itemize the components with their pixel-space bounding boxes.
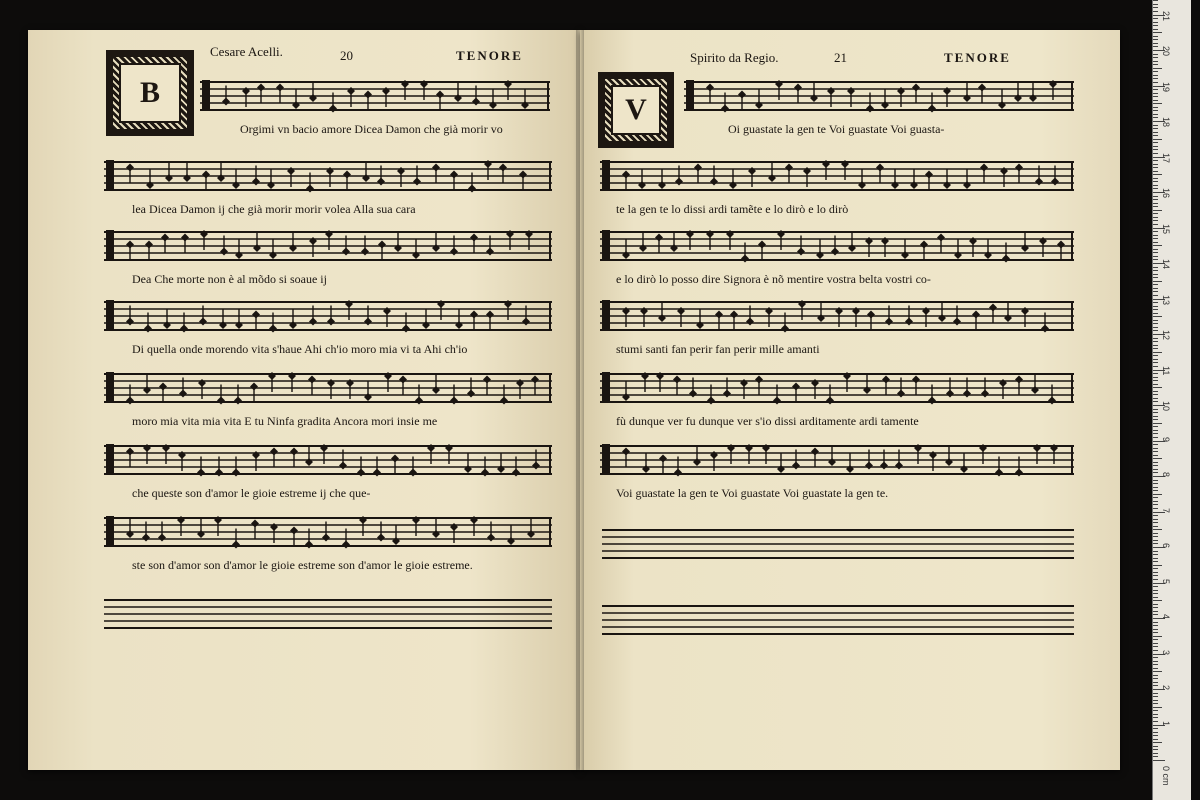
ruler-minor-tick	[1153, 242, 1158, 243]
ruler-minor-tick	[1153, 728, 1158, 729]
music-staff	[602, 602, 1074, 642]
ruler-minor-tick	[1153, 235, 1158, 236]
clef-mark	[202, 80, 210, 110]
ruler-minor-tick	[1153, 756, 1158, 757]
clef-mark	[106, 444, 114, 474]
ruler-number: 1	[1161, 720, 1171, 726]
ruler-minor-tick	[1153, 707, 1162, 708]
clef-mark	[602, 444, 610, 474]
ruler-minor-tick	[1153, 4, 1158, 5]
ruler-minor-tick	[1153, 377, 1158, 378]
initial-letter: V	[611, 85, 661, 135]
ruler-minor-tick	[1153, 18, 1158, 19]
music-staff	[602, 526, 1074, 566]
ruler-minor-tick	[1153, 114, 1158, 115]
ruler-minor-tick	[1153, 270, 1158, 271]
ruler-minor-tick	[1153, 345, 1158, 346]
ruler-minor-tick	[1153, 487, 1158, 488]
ruler-minor-tick	[1153, 291, 1158, 292]
ruler-minor-tick	[1153, 231, 1158, 232]
voice-part-label: TENORE	[944, 50, 1011, 65]
ruler-minor-tick	[1153, 597, 1158, 598]
ruler-minor-tick	[1153, 558, 1158, 559]
ruler-minor-tick	[1153, 419, 1158, 420]
ruler-minor-tick	[1153, 238, 1158, 239]
ruler-minor-tick	[1153, 288, 1158, 289]
ruler-minor-tick	[1153, 568, 1158, 569]
ruler-minor-tick	[1153, 551, 1158, 552]
ruler-minor-tick	[1153, 622, 1158, 623]
ruler-minor-tick	[1153, 668, 1158, 669]
clef-mark	[106, 160, 114, 190]
ruler-minor-tick	[1153, 362, 1158, 363]
music-staff	[684, 78, 1074, 118]
ruler-minor-tick	[1153, 167, 1158, 168]
ruler-minor-tick	[1153, 7, 1158, 8]
lyric-line: che queste son d'amor le gioie estreme ij che que-	[132, 486, 371, 500]
page-number: 20	[340, 48, 353, 63]
left-page	[28, 30, 580, 770]
music-staff	[104, 370, 552, 410]
ruler-minor-tick	[1153, 224, 1158, 225]
ruler-minor-tick	[1153, 703, 1158, 704]
ruler-minor-tick	[1153, 128, 1158, 129]
ruler-minor-tick	[1153, 302, 1158, 303]
ruler-minor-tick	[1153, 423, 1162, 424]
clef-mark	[602, 372, 610, 402]
ruler-minor-tick	[1153, 32, 1162, 33]
ruler-minor-tick	[1153, 458, 1162, 459]
ruler-minor-tick	[1153, 657, 1158, 658]
music-staff	[600, 298, 1074, 338]
ruler-minor-tick	[1153, 146, 1158, 147]
ruler-minor-tick	[1153, 259, 1158, 260]
ruler-number: 7	[1161, 507, 1171, 513]
ruler-minor-tick	[1153, 252, 1158, 253]
ruler-minor-tick	[1153, 433, 1158, 434]
lyric-line: lea Dicea Damon ij che già morir morir volea Alla sua cara	[132, 202, 416, 216]
ruler-number: 5	[1161, 578, 1171, 584]
ruler-minor-tick	[1153, 107, 1158, 108]
ruler-minor-tick	[1153, 160, 1158, 161]
ruler-minor-tick	[1153, 306, 1158, 307]
ruler-minor-tick	[1153, 522, 1158, 523]
decorated-initial-right	[598, 72, 674, 148]
ruler-minor-tick	[1153, 430, 1158, 431]
ruler-minor-tick	[1153, 384, 1158, 385]
ruler-minor-tick	[1153, 0, 1158, 1]
music-staff	[104, 158, 552, 198]
clef-mark	[602, 300, 610, 330]
ruler-minor-tick	[1153, 472, 1158, 473]
ruler-minor-tick	[1153, 469, 1158, 470]
ruler-minor-tick	[1153, 682, 1158, 683]
ruler-minor-tick	[1153, 717, 1158, 718]
ruler-minor-tick	[1153, 43, 1158, 44]
ruler-minor-tick	[1153, 636, 1162, 637]
ruler-minor-tick	[1153, 149, 1158, 150]
ruler-minor-tick	[1153, 320, 1158, 321]
ruler-minor-tick	[1153, 316, 1162, 317]
composer-name: Spirito da Regio.	[690, 50, 779, 65]
ruler-minor-tick	[1153, 501, 1158, 502]
ruler-minor-tick	[1153, 632, 1158, 633]
ruler-minor-tick	[1153, 409, 1158, 410]
ruler-minor-tick	[1153, 46, 1158, 47]
ruler-minor-tick	[1153, 164, 1158, 165]
ruler-minor-tick	[1153, 412, 1158, 413]
ruler-minor-tick	[1153, 437, 1158, 438]
ruler-minor-tick	[1153, 462, 1158, 463]
ruler-minor-tick	[1153, 519, 1158, 520]
ruler-minor-tick	[1153, 313, 1158, 314]
ruler-minor-tick	[1153, 742, 1162, 743]
ruler-minor-tick	[1153, 89, 1158, 90]
ruler-minor-tick	[1153, 590, 1158, 591]
ruler-number: 14	[1161, 259, 1171, 270]
lyric-line: Orgimi vn bacio amore Dicea Damon che già morir vo	[240, 122, 503, 136]
ruler-minor-tick	[1153, 497, 1158, 498]
ruler-minor-tick	[1153, 36, 1158, 37]
ruler-minor-tick	[1153, 732, 1158, 733]
lyric-line: te la gen te lo dissi ardi tamẽte e lo dirò e lo dirò	[616, 202, 849, 216]
music-staff	[104, 514, 552, 554]
ruler-minor-tick	[1153, 494, 1162, 495]
ruler-minor-tick	[1153, 572, 1158, 573]
ruler-minor-tick	[1153, 526, 1158, 527]
ruler-number: 2	[1161, 685, 1171, 691]
ruler-minor-tick	[1153, 267, 1158, 268]
ruler-minor-tick	[1153, 416, 1158, 417]
ruler-minor-tick	[1153, 217, 1158, 218]
ruler-minor-tick	[1153, 543, 1158, 544]
ruler-minor-tick	[1153, 54, 1158, 55]
ruler-minor-tick	[1153, 348, 1158, 349]
ruler-minor-tick	[1153, 366, 1158, 367]
ruler-minor-tick	[1153, 171, 1158, 172]
ruler-minor-tick	[1153, 359, 1158, 360]
ruler-minor-tick	[1153, 39, 1158, 40]
ruler-minor-tick	[1153, 483, 1158, 484]
ruler-minor-tick	[1153, 565, 1162, 566]
ruler-minor-tick	[1153, 700, 1158, 701]
ruler-minor-tick	[1153, 142, 1158, 143]
ruler-minor-tick	[1153, 153, 1158, 154]
ruler-minor-tick	[1153, 611, 1158, 612]
ruler-minor-tick	[1153, 444, 1158, 445]
ruler-minor-tick	[1153, 629, 1158, 630]
ruler-minor-tick	[1153, 174, 1162, 175]
music-staff	[600, 442, 1074, 482]
lyric-line: e lo dirò lo posso dire Signora è nõ mentire vostra belta vostri co-	[616, 272, 931, 286]
initial-letter: B	[119, 63, 181, 123]
ruler-minor-tick	[1153, 480, 1158, 481]
ruler-minor-tick	[1153, 575, 1158, 576]
ruler-minor-tick	[1153, 203, 1158, 204]
ruler-minor-tick	[1153, 181, 1158, 182]
lyric-line: ste son d'amor son d'amor le gioie estreme son d'amor le gioie estreme.	[132, 558, 473, 572]
ruler-minor-tick	[1153, 490, 1158, 491]
ruler-minor-tick	[1153, 284, 1158, 285]
ruler-minor-tick	[1153, 685, 1158, 686]
ruler-minor-tick	[1153, 210, 1162, 211]
ruler-minor-tick	[1153, 125, 1158, 126]
ruler-minor-tick	[1153, 714, 1158, 715]
ruler-minor-tick	[1153, 188, 1158, 189]
ruler-minor-tick	[1153, 274, 1158, 275]
lyric-line: moro mia vita mia vita E tu Ninfa gradita Ancora mori insie me	[132, 414, 438, 428]
open-book	[28, 30, 1120, 775]
ruler-number: 10	[1161, 401, 1171, 412]
voice-part-label: TENORE	[456, 48, 523, 63]
ruler-unit-label: 0 cm	[1161, 766, 1171, 786]
clef-mark	[686, 80, 694, 110]
music-staff	[600, 228, 1074, 268]
ruler-minor-tick	[1153, 199, 1158, 200]
lyric-line: Dea Che morte non è al mõdo si soaue ij	[132, 272, 327, 286]
music-staff	[600, 158, 1074, 198]
clef-mark	[106, 230, 114, 260]
ruler-minor-tick	[1153, 721, 1158, 722]
ruler-number: 4	[1161, 614, 1171, 620]
ruler-minor-tick	[1153, 22, 1158, 23]
clef-mark	[106, 372, 114, 402]
ruler-minor-tick	[1153, 614, 1158, 615]
ruler-minor-tick	[1153, 593, 1158, 594]
ruler-minor-tick	[1153, 29, 1158, 30]
ruler-minor-tick	[1153, 327, 1158, 328]
ruler-minor-tick	[1153, 504, 1158, 505]
music-staff	[600, 370, 1074, 410]
ruler-minor-tick	[1153, 295, 1158, 296]
ruler-minor-tick	[1153, 341, 1158, 342]
ruler-minor-tick	[1153, 245, 1162, 246]
music-staff	[104, 298, 552, 338]
ruler-minor-tick	[1153, 139, 1162, 140]
book-gutter	[576, 30, 584, 772]
composer-name: Cesare Acelli.	[210, 44, 283, 59]
ruler-minor-tick	[1153, 639, 1158, 640]
ruler-minor-tick	[1153, 739, 1158, 740]
ruler-minor-tick	[1153, 586, 1158, 587]
ruler-minor-tick	[1153, 554, 1158, 555]
ruler-minor-tick	[1153, 61, 1158, 62]
ruler-minor-tick	[1153, 196, 1158, 197]
ruler-minor-tick	[1153, 448, 1158, 449]
ruler-minor-tick	[1153, 220, 1158, 221]
ruler-minor-tick	[1153, 671, 1162, 672]
clef-mark	[602, 160, 610, 190]
ruler-minor-tick	[1153, 117, 1158, 118]
ruler-minor-tick	[1153, 426, 1158, 427]
ruler-minor-tick	[1153, 82, 1158, 83]
ruler-minor-tick	[1153, 604, 1158, 605]
lyric-line: Voi guastate la gen te Voi guastate Voi guastate la gen te.	[616, 486, 889, 500]
ruler-minor-tick	[1153, 451, 1158, 452]
ruler-minor-tick	[1153, 355, 1158, 356]
ruler-number: 16	[1161, 188, 1171, 199]
ruler-minor-tick	[1153, 693, 1158, 694]
ruler-minor-tick	[1153, 696, 1158, 697]
music-staff	[200, 78, 550, 118]
ruler-minor-tick	[1153, 401, 1158, 402]
lyric-line: Oi guastate la gen te Voi guastate Voi guasta-	[728, 122, 945, 136]
ruler-minor-tick	[1153, 746, 1158, 747]
ruler-minor-tick	[1153, 330, 1158, 331]
ruler-minor-tick	[1153, 650, 1158, 651]
ruler-minor-tick	[1153, 398, 1158, 399]
ruler-number: 3	[1161, 649, 1171, 655]
ruler-minor-tick	[1153, 607, 1158, 608]
page-number: 21	[834, 50, 847, 65]
ruler-minor-tick	[1153, 132, 1158, 133]
ruler-minor-tick	[1153, 678, 1158, 679]
ruler-number: 13	[1161, 294, 1171, 305]
ruler-minor-tick	[1153, 277, 1158, 278]
ruler-minor-tick	[1153, 529, 1162, 530]
music-staff	[104, 596, 552, 636]
ruler-minor-tick	[1153, 352, 1162, 353]
ruler-minor-tick	[1153, 625, 1158, 626]
music-staff	[104, 442, 552, 482]
ruler-minor-tick	[1153, 455, 1158, 456]
ruler-minor-tick	[1153, 178, 1158, 179]
ruler-minor-tick	[1153, 394, 1158, 395]
ruler-minor-tick	[1153, 380, 1158, 381]
ruler-minor-tick	[1153, 561, 1158, 562]
clef-mark	[106, 516, 114, 546]
ruler-minor-tick	[1153, 664, 1158, 665]
ruler-minor-tick	[1153, 338, 1158, 339]
lyric-line: Di quella onde morendo vita s'haue Ahi ch'io moro mia vi ta Ahi ch'io	[132, 342, 468, 356]
ruler-minor-tick	[1153, 25, 1158, 26]
clef-mark	[106, 300, 114, 330]
ruler-minor-tick	[1153, 749, 1158, 750]
ruler-number: 11	[1161, 365, 1171, 375]
ruler-minor-tick	[1153, 661, 1158, 662]
measuring-ruler	[1152, 0, 1191, 800]
ruler-number: 8	[1161, 472, 1171, 478]
ruler-minor-tick	[1153, 100, 1158, 101]
right-page	[580, 30, 1120, 770]
ruler-minor-tick	[1153, 206, 1158, 207]
ruler-number: 20	[1161, 46, 1171, 57]
ruler-minor-tick	[1153, 75, 1158, 76]
lyric-line: fù dunque ver fu dunque ver s'io dissi arditamente ardi tamente	[616, 414, 919, 428]
ruler-minor-tick	[1153, 753, 1158, 754]
ruler-minor-tick	[1153, 135, 1158, 136]
ruler-number: 15	[1161, 223, 1171, 234]
ruler-minor-tick	[1153, 71, 1158, 72]
ruler-minor-tick	[1153, 508, 1158, 509]
ruler-minor-tick	[1153, 735, 1158, 736]
ruler-minor-tick	[1153, 93, 1158, 94]
ruler-minor-tick	[1153, 465, 1158, 466]
ruler-tick	[1153, 760, 1165, 761]
ruler-number: 6	[1161, 543, 1171, 549]
ruler-minor-tick	[1153, 600, 1162, 601]
ruler-minor-tick	[1153, 536, 1158, 537]
ruler-minor-tick	[1153, 110, 1158, 111]
ruler-minor-tick	[1153, 281, 1162, 282]
ruler-minor-tick	[1153, 643, 1158, 644]
ruler-minor-tick	[1153, 540, 1158, 541]
ruler-minor-tick	[1153, 710, 1158, 711]
ruler-minor-tick	[1153, 64, 1158, 65]
ruler-number: 21	[1161, 10, 1171, 21]
ruler-minor-tick	[1153, 579, 1158, 580]
ruler-minor-tick	[1153, 57, 1158, 58]
ruler-minor-tick	[1153, 675, 1158, 676]
ruler-number: 9	[1161, 436, 1171, 442]
ruler-minor-tick	[1153, 387, 1162, 388]
music-staff	[104, 228, 552, 268]
decorated-initial-left	[106, 50, 194, 136]
ruler-minor-tick	[1153, 373, 1158, 374]
ruler-minor-tick	[1153, 646, 1158, 647]
ruler-number: 18	[1161, 117, 1171, 128]
ruler-minor-tick	[1153, 68, 1162, 69]
ruler-minor-tick	[1153, 515, 1158, 516]
ruler-minor-tick	[1153, 185, 1158, 186]
ruler-minor-tick	[1153, 249, 1158, 250]
ruler-minor-tick	[1153, 11, 1158, 12]
ruler-minor-tick	[1153, 309, 1158, 310]
ruler-number: 19	[1161, 81, 1171, 92]
ruler-minor-tick	[1153, 391, 1158, 392]
ruler-minor-tick	[1153, 96, 1158, 97]
ruler-minor-tick	[1153, 103, 1162, 104]
ruler-number: 12	[1161, 330, 1171, 341]
ruler-minor-tick	[1153, 256, 1158, 257]
ruler-minor-tick	[1153, 533, 1158, 534]
ruler-minor-tick	[1153, 78, 1158, 79]
ruler-minor-tick	[1153, 323, 1158, 324]
clef-mark	[602, 230, 610, 260]
ruler-number: 17	[1161, 152, 1171, 163]
lyric-line: stumi santi fan perir fan perir mille amanti	[616, 342, 820, 356]
ruler-minor-tick	[1153, 213, 1158, 214]
